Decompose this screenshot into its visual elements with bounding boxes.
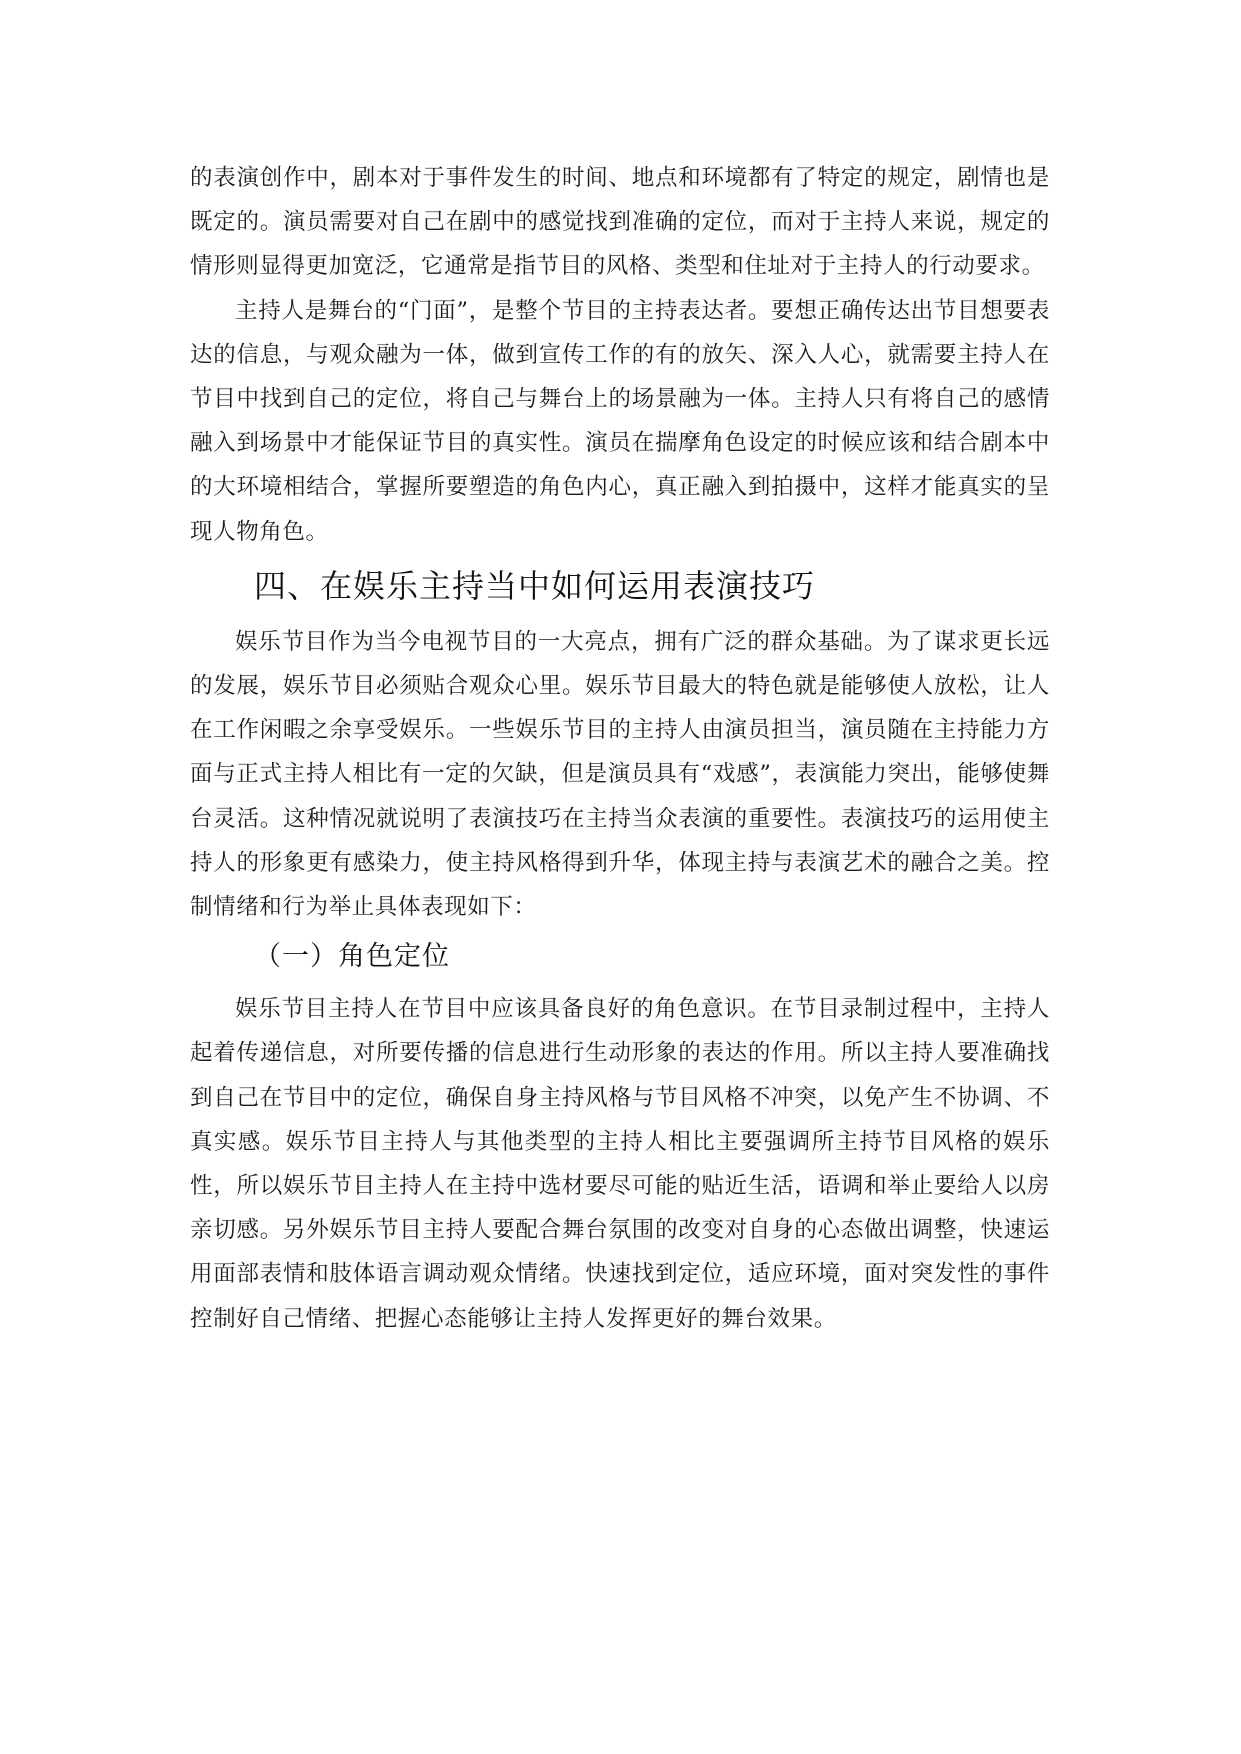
paragraph-entertainment-programs: 娱乐节目作为当今电视节目的一大亮点，拥有广泛的群众基础。为了谋求更长远的发展，娱乐节目必须贴合观众心里。娱乐节目最大的特色就是能够使人放松，让人在工作闲暇之余享受娱乐。一些娱乐节目的主持人由演员担当，演员随在主持能力方面与正式主持人相比有一定的欠缺，但是演员具有“戏感”，表演能力突出，能够使舞台灵活。这种情况就说明了表演技巧在主持当众表演的重要性。表演技巧的运用使主持人的形象更有感染力，使主持风格得到升华，体现主持与表演艺术的融合之美。控制情绪和行为举止具体表现如下：: [190, 628, 1050, 921]
paragraph-continuation: 的表演创作中，剧本对于事件发生的时间、地点和环境都有了特定的规定，剧情也是既定的。演员需要对自己在剧中的感觉找到准确的定位，而对于主持人来说，规定的情形则显得更加宽泛，它通常是指节目的风格、类型和住址对于主持人的行动要求。: [190, 165, 1050, 280]
section-heading: 四、在娱乐主持当中如何运用表演技巧: [254, 566, 816, 605]
paragraph-role-positioning: 娱乐节目主持人在节目中应该具备良好的角色意识。在节目录制过程中，主持人起着传递信息，对所要传播的信息进行生动形象的表达的作用。所以主持人要准确找到自己在节目中的定位，确保自身主持风格与节目风格不冲突，以免产生不协调、不真实感。娱乐节目主持人与其他类型的主持人相比主要强调所主持节目风格的娱乐性，所以娱乐节目主持人在主持中选材要尽可能的贴近生活，语调和举止要给人以房亲切感。另外娱乐节目主持人要配合舞台氛围的改变对自身的心态做出调整，快速运用面部表情和肢体语言调动观众情绪。快速找到定位，适应环境，面对突发性的事件控制好自己情绪、把握心态能够让主持人发挥更好的舞台效果。: [190, 996, 1050, 1332]
paragraph-host-positioning: 主持人是舞台的“门面”，是整个节目的主持表达者。要想正确传达出节目想要表达的信息，与观众融为一体，做到宣传工作的有的放矢、深入人心，就需要主持人在节目中找到自己的定位，将自己与舞台上的场景融为一体。主持人只有将自己的感情融入到场景中才能保证节目的真实性。演员在揣摩角色设定的时候应该和结合剧本中的大环境相结合，掌握所要塑造的角色内心，真正融入到拍摄中，这样才能真实的呈现人物角色。: [190, 297, 1050, 545]
document-body: [190, 156, 1050, 1341]
subsection-heading: （一）角色定位: [254, 941, 450, 973]
